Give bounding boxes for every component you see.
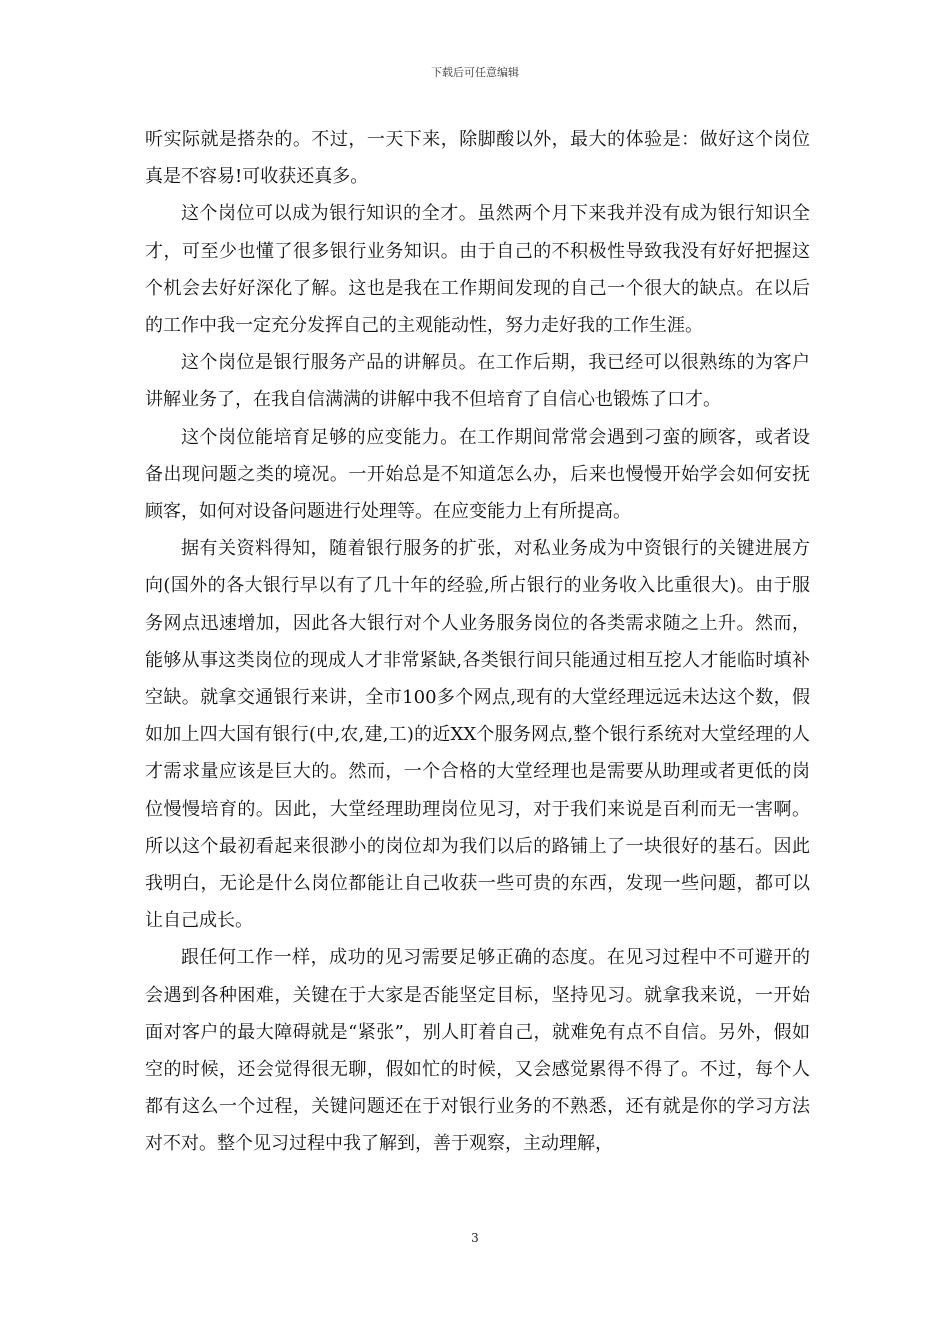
paragraph-6: 跟任何工作一样，成功的见习需要足够正确的态度。在见习过程中不可避开的会遇到各种困难，关键在于大家是否能坚定目标，坚持见习。就拿我来说，一开始面对客户的最大障碍就是“紧张”，别人盯着自己，就难免有点不自信。另外，假如空的时候，还会觉得很无聊，假如忙的时候，又会感觉累得不得了。不过，每个人都有这么一个过程，关键问题还在于对银行业务的不熟悉，还有就是你的学习方法对不对。整个见习过程中我了解到，善于观察，主动理解， xyxy=(145,947,810,1155)
document-body xyxy=(145,121,810,1163)
paragraph-1: 听实际就是搭杂的。不过，一天下来，除脚酸以外，最大的体验是：做好这个岗位真是不容易!可收获还真多。 xyxy=(145,129,810,188)
paragraph-3: 这个岗位是银行服务产品的讲解员。在工作后期，我已经可以很熟练的为客户讲解业务了，在我自信满满的讲解中我不但培育了自信心也锻炼了口才。 xyxy=(145,352,810,411)
page-header: 下载后可任意编辑 xyxy=(431,66,519,79)
page-number: 3 xyxy=(471,1231,479,1245)
paragraph-4: 这个岗位能培育足够的应变能力。在工作期间常常会遇到刁蛮的顾客，或者设备出现问题之类的境况。一开始总是不知道怎么办，后来也慢慢开始学会如何安抚顾客，如何对设备问题进行处理等。在应变能力上有所提高。 xyxy=(145,426,810,523)
paragraph-5: 据有关资料得知，随着银行服务的扩张，对私业务成为中资银行的关键进展方向(国外的各大银行早以有了几十年的经验,所占银行的业务收入比重很大)。由于服务网点迅速增加，因此各大银行对个人业务服务岗位的各类需求随之上升。然而，能够从事这类岗位的现成人才非常紧缺,各类银行间只能通过相互挖人才能临时填补空缺。就拿交通银行来讲，全市100多个网点,现有的大堂经理远远未达这个数，假如加上四大国有银行(中,农,建,工)的近XX个服务网点,整个银行系统对大堂经理的人才需求量应该是巨大的。然而，一个合格的大堂经理也是需要从助理或者更低的岗位慢慢培育的。因此，大堂经理助理岗位见习，对于我们来说是百利而无一害啊。所以这个最初看起来很渺小的岗位却为我们以后的路铺上了一块很好的基石。因此我明白，无论是什么岗位都能让自己收获一些可贵的东西，发现一些问题，都可以让自己成长。 xyxy=(145,538,810,932)
paragraph-2: 这个岗位可以成为银行知识的全才。虽然两个月下来我并没有成为银行知识全才，可至少也懂了很多银行业务知识。由于自己的不积极性导致我没有好好把握这个机会去好好深化了解。这也是我在工作期间发现的自己一个很大的缺点。在以后的工作中我一定充分发挥自己的主观能动性，努力走好我的工作生涯。 xyxy=(145,203,810,337)
